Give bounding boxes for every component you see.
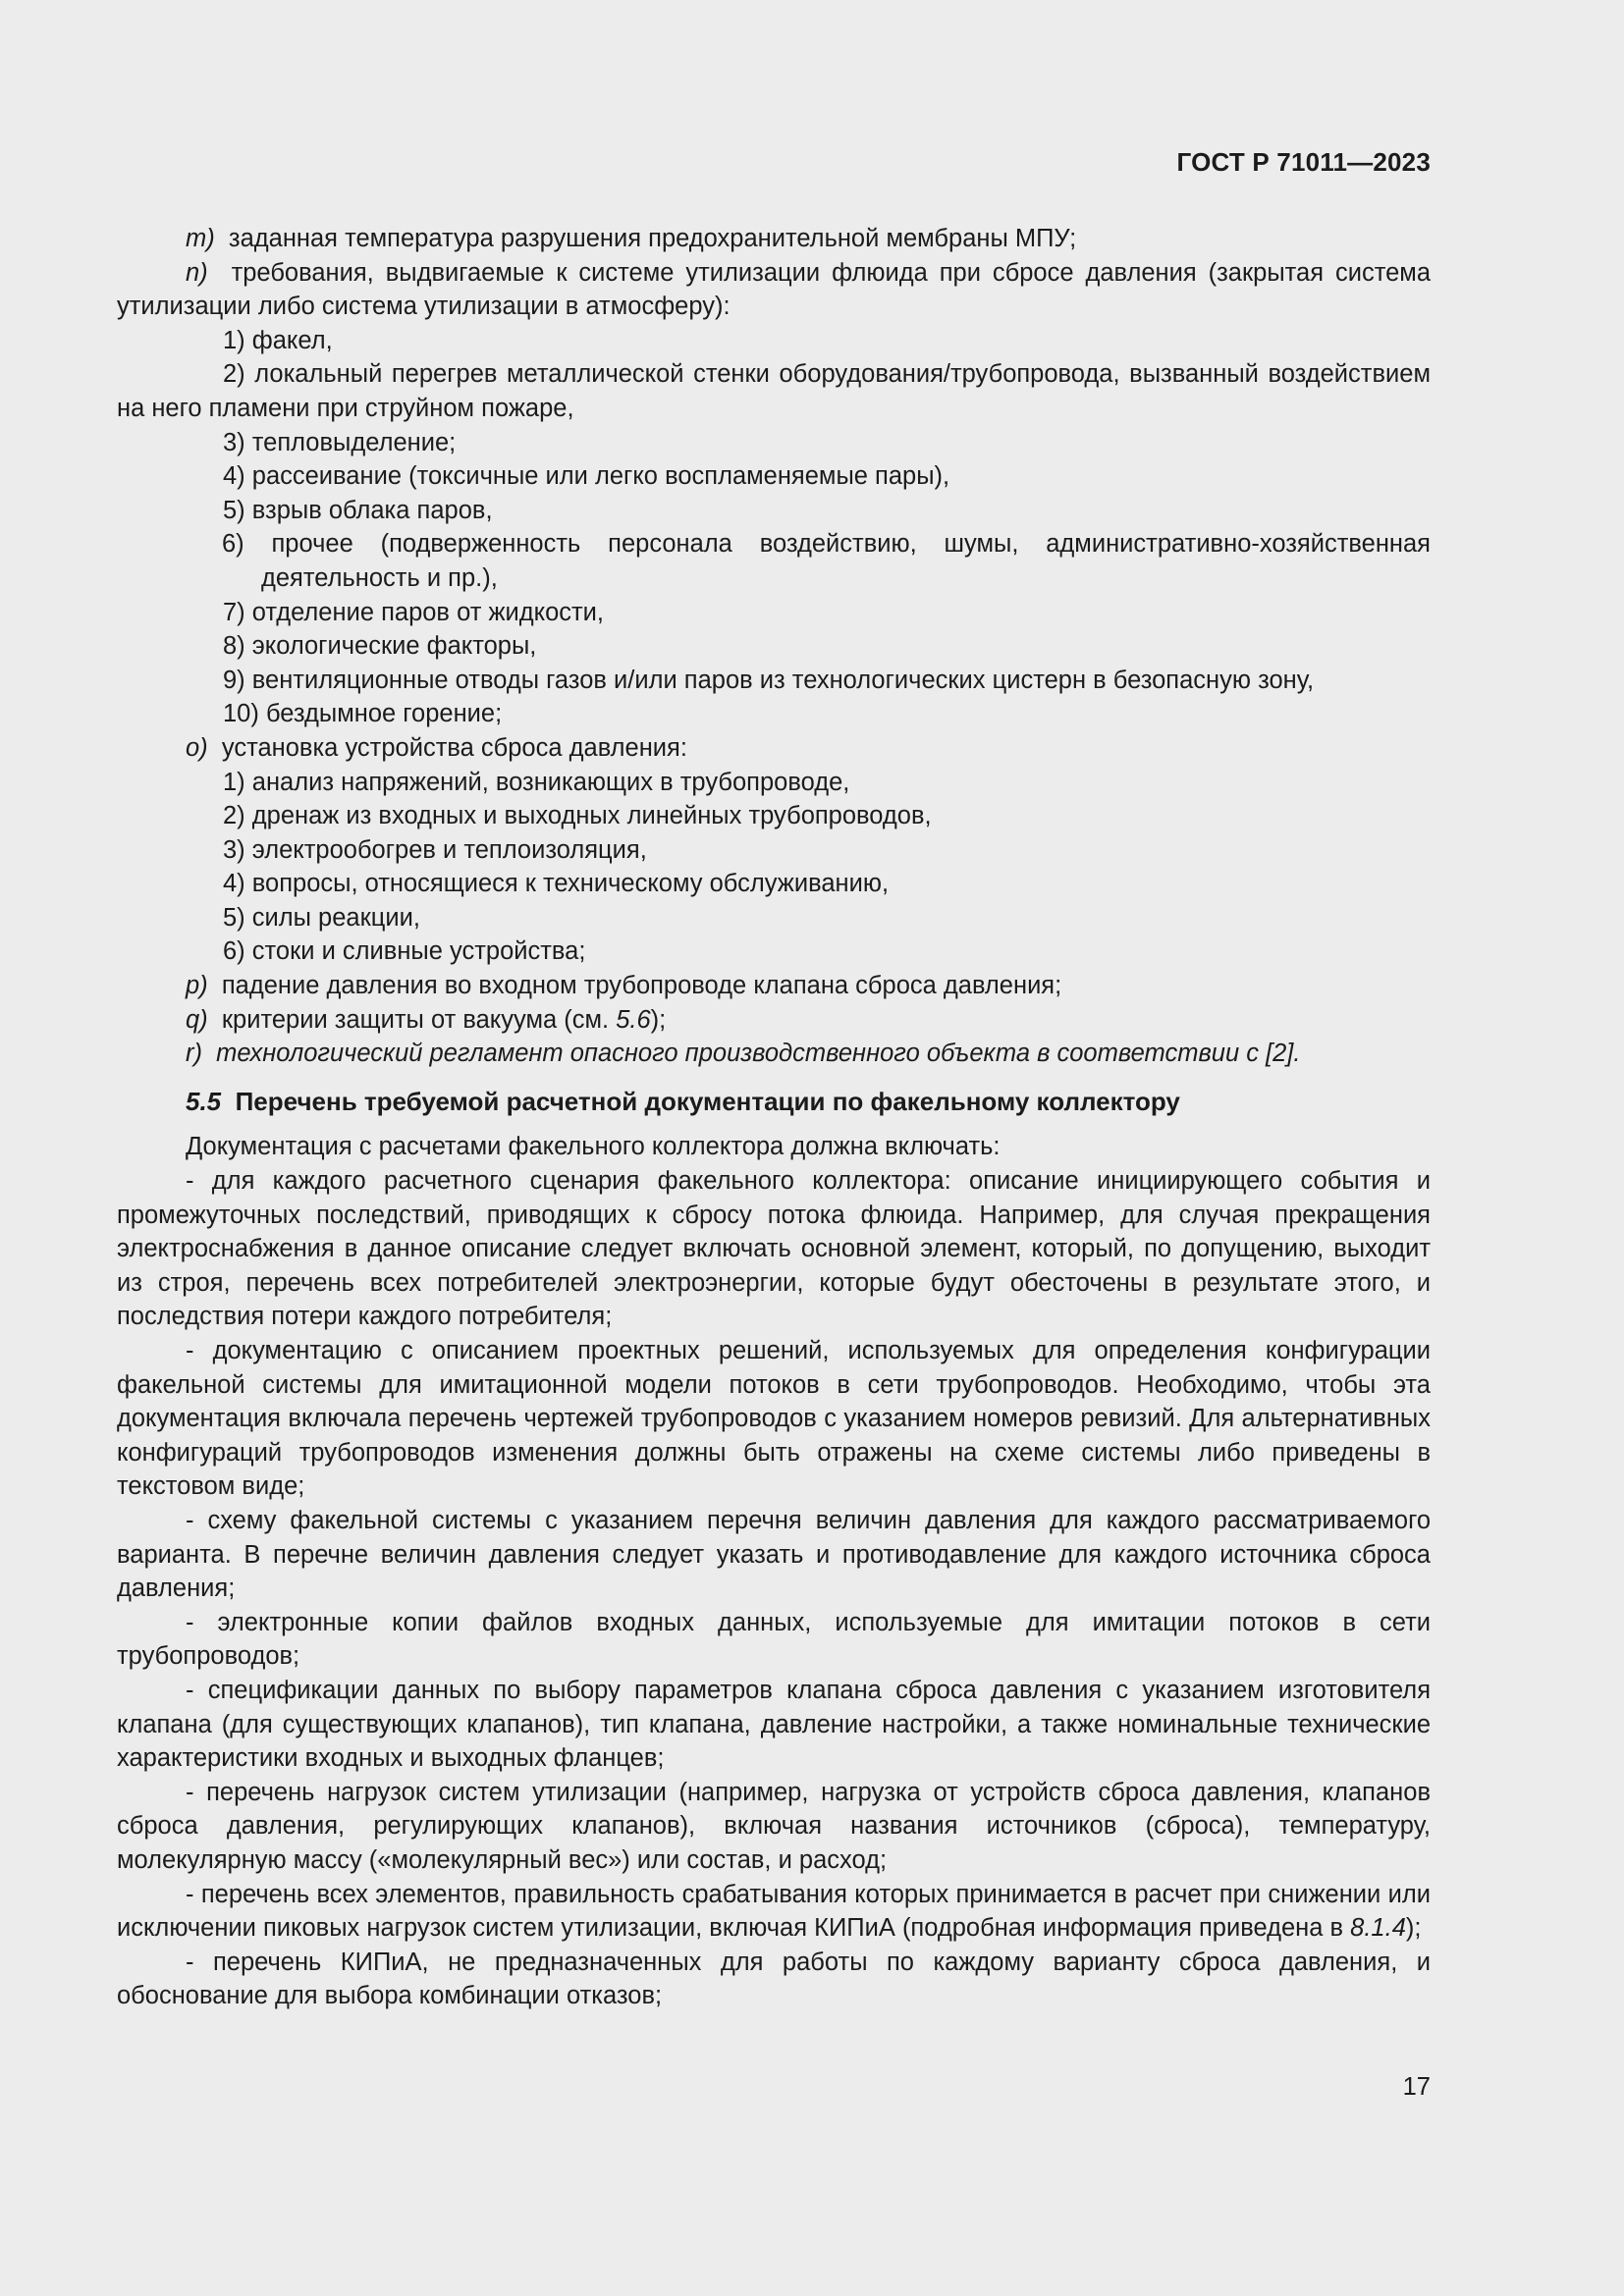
document-body — [117, 222, 1431, 2013]
sub-item: 5) взрыв облака паров, — [223, 496, 493, 524]
document-id-header: ГОСТ Р 71011—2023 — [1176, 147, 1431, 177]
section-intro: Документация с расчетами факельного коллектора должна включать: — [186, 1133, 1001, 1161]
item-text: заданная температура разрушения предохранительной мембраны МПУ; — [228, 225, 1077, 252]
bullet-paragraph: - спецификации данных по выбору параметров клапана сброса давления с указанием изготовителя клапана (для существующих клапанов), тип клапана, давление настройки, а также номинальные технические характеристики входных и выходных фланцев; — [117, 1676, 1431, 1773]
bullet-paragraph: - перечень КИПиА, не предназначенных для работы по каждому варианту сброса давления, и обоснование для выбора комбинации отказов; — [117, 1948, 1431, 2010]
sub-item: 1) анализ напряжений, возникающих в трубопроводе, — [223, 768, 850, 796]
bullet-paragraph: - перечень нагрузок систем утилизации (например, нагрузка от устройств сброса давления, клапанов сброса давления, регулирующих клапанов), включая названия источников (сброса), температуру, молекулярную массу («молекулярный вес») или состав, и расход; — [117, 1778, 1431, 1874]
item-text: установка устройства сброса давления: — [221, 733, 687, 762]
sub-item: 2) дренаж из входных и выходных линейных трубопроводов, — [223, 802, 932, 830]
section-heading — [117, 1085, 1431, 1119]
sub-item: 4) рассеивание (токсичные или легко воспламеняемые пары), — [223, 462, 950, 491]
item-text: критерии защиты от вакуума (см. — [221, 1005, 617, 1034]
list-item-r — [117, 1037, 1431, 1071]
sub-item: 7) отделение паров от жидкости, — [223, 598, 605, 626]
sub-item: 6) стоки и сливные устройства; — [223, 937, 586, 966]
item-text: ); — [650, 1005, 667, 1034]
item-marker: r) — [186, 1040, 202, 1068]
item-marker: p) — [186, 972, 208, 1000]
sub-item: 5) силы реакции, — [223, 903, 420, 932]
bullet-paragraph: - электронные копии файлов входных данных, используемые для имитации потоков в сети трубопроводов; — [117, 1608, 1431, 1671]
cross-reference: 8.1.4 — [1350, 1914, 1406, 1943]
list-item-p — [117, 969, 1431, 1003]
item-text: технологический регламент опасного производственного объекта в соответствии с [2]. — [216, 1040, 1301, 1068]
bullet-paragraph: - схему факельной системы с указанием перечня величин давления для каждого рассматриваемого варианта. В перечне величин давления следует указать и противодавление для каждого источника сброса давления; — [117, 1506, 1431, 1603]
sub-item: 4) вопросы, относящиеся к техническому обслуживанию, — [223, 870, 890, 898]
section-title: Перечень требуемой расчетной документации по факельному коллектору — [235, 1086, 1180, 1116]
list-item-n — [117, 256, 1431, 324]
page-number: 17 — [1402, 2073, 1431, 2101]
bullet-paragraph — [117, 1878, 1431, 1946]
item-marker: q) — [186, 1005, 208, 1034]
bullet-text: ); — [1405, 1914, 1422, 1943]
sub-item: 6) прочее (подверженность персонала воздействию, шумы, административно-хозяйственная деятельность и пр.), — [222, 530, 1431, 592]
item-marker: n) — [186, 258, 208, 287]
section-number: 5.5 — [186, 1086, 222, 1116]
sub-item: 3) тепловыделение; — [223, 428, 457, 456]
sub-item: 1) факел, — [223, 326, 333, 354]
item-marker: o) — [186, 733, 208, 762]
sub-item: 3) электрообогрев и теплоизоляция, — [223, 835, 647, 864]
sub-item: 10) бездымное горение; — [223, 700, 503, 728]
list-item-o — [117, 731, 1431, 766]
item-text: требования, выдвигаемые к системе утилизации флюида при сбросе давления (закрытая система утилизации либо система утилизации в атмосферу): — [117, 258, 1432, 321]
list-item-q — [117, 1003, 1431, 1038]
sub-item: 2) локальный перегрев металлической стенки оборудования/трубопровода, вызванный воздействием на него пламени при струйном пожаре, — [117, 360, 1431, 422]
list-item-m — [117, 222, 1431, 256]
bullet-paragraph: - документацию с описанием проектных решений, используемых для определения конфигурации факельной системы для имитационной модели потоков в сети трубопроводов. Необходимо, чтобы эта документация включала перечень чертежей трубопроводов с указанием номеров ревизий. Для альтернативных конфигураций трубопроводов изменения должны быть отражены на схеме системы либо приведены в текстовом виде; — [117, 1337, 1431, 1501]
cross-reference: 5.6 — [616, 1005, 651, 1034]
item-text: падение давления во входном трубопроводе клапана сброса давления; — [221, 972, 1062, 1000]
bullet-paragraph: - для каждого расчетного сценария факельного коллектора: описание инициирующего события и промежуточных последствий, приводящих к сбросу потока флюида. Например, для случая прекращения электроснабжения в данное описание следует включать основной элемент, который, по допущению, выходит из строя, перечень всех потребителей электроэнергии, которые будут обесточены в результате этого, и последствия потери каждого потребителя; — [117, 1167, 1431, 1331]
sub-item: 8) экологические факторы, — [223, 632, 537, 661]
bullet-text: - перечень всех элементов, правильность срабатывания которых принимается в расчет при снижении или исключении пиковых нагрузок систем утилизации, включая КИПиА (подробная информация приведена в — [117, 1880, 1431, 1943]
sub-item: 9) вентиляционные отводы газов и/или паров из технологических цистерн в безопасную зону, — [223, 666, 1315, 694]
item-marker: m) — [186, 225, 215, 252]
